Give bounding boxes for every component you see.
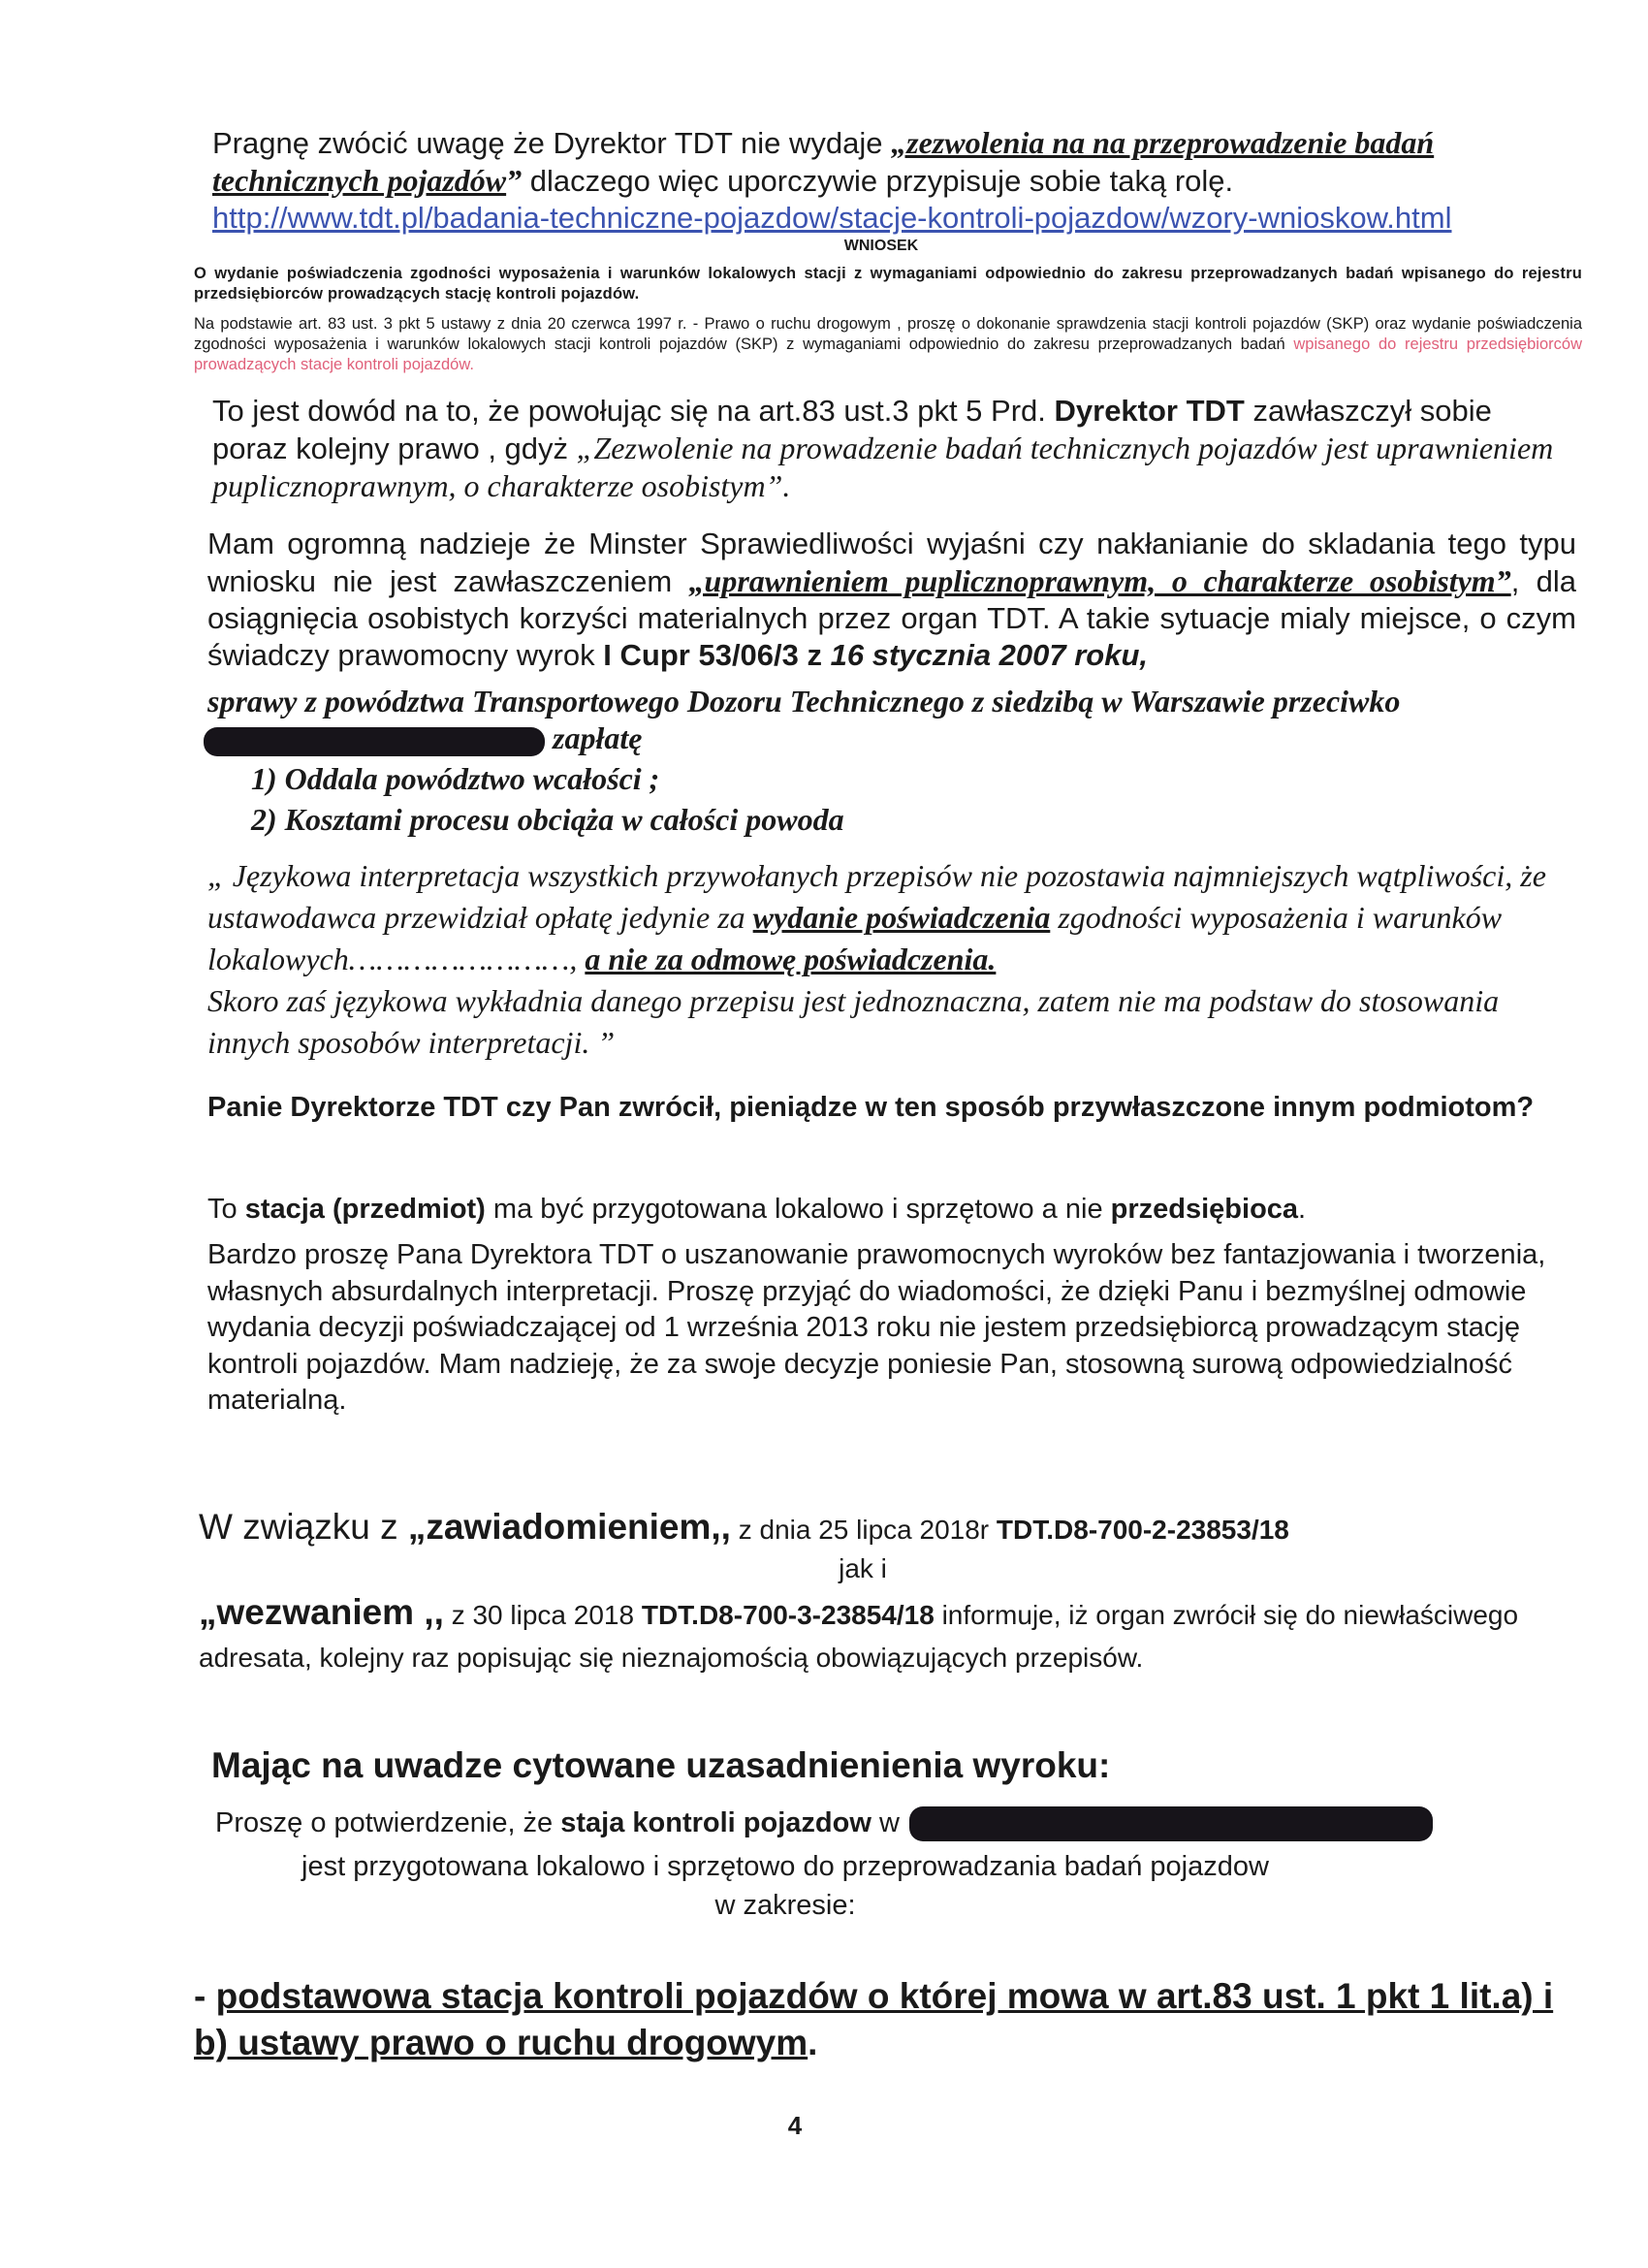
final-statement — [194, 1973, 1590, 2066]
wniosek-body-highlight: wpisanego do rejestru przedsiębiorców prowadzących stacje kontroli pojazdów. — [194, 335, 1582, 373]
p3-text-2: , dla osiągnięcia osobistych korzyści materialnych przez organ TDT. A takie sytuacje mialy miejsce, o czym świadczy prawomocny wyrok — [207, 564, 1576, 672]
p7-wezwanie: „wezwaniem ,, — [199, 1592, 444, 1632]
quote-text-2: zgodności wyposażenia i warunków lokalowych……………………, — [207, 900, 1503, 976]
p2-text-2: zawłaszczył sobie poraz kolejny prawo , gdyż — [212, 394, 1492, 465]
quoted-term: „zezwolenia na na przeprowadzenie badań — [891, 125, 1435, 160]
p5-przedsiebiorca: przedsiębioca — [1110, 1194, 1299, 1225]
final-period: . — [808, 2023, 818, 2062]
final-dash: - — [194, 1976, 216, 2016]
p7-text-end: informuje, iż organ zwrócił się do niewłaściwego adresata, kolejny raz popisując się nieznajomością obowiązujących przepisów. — [199, 1600, 1519, 1673]
final-text: podstawowa stacja kontroli pojazdów o której mowa w art.83 ust. 1 pkt 1 lit.a) i b) ustawy prawo o ruchu drogowym — [194, 1976, 1554, 2062]
p7-jak-i: jak i — [839, 1553, 887, 1583]
p3-case-date: 16 stycznia 2007 roku, — [830, 638, 1149, 672]
p7-zawiadomienie: „zawiadomieniem,, — [407, 1507, 731, 1547]
quote-conclusion: Skoro zaś językowa wykładnia danego przepisu jest jednoznaczna, zatem nie ma podstaw do stosowania innych sposobów interpretacji. ” — [207, 983, 1500, 1060]
paragraph-zawlaszczyl — [212, 392, 1569, 505]
p3-text: Mam ogromną nadzieje że Minster Sprawiedliwości wyjaśni czy nakłanianie do skladania tego typu wniosku nie jest zawłaszczeniem — [207, 527, 1576, 598]
p3-quoted-term: „uprawnieniem puplicznoprawnym, o charakterze osobistym” — [688, 563, 1511, 598]
p7-date: z dnia 25 lipca 2018r — [730, 1515, 997, 1545]
intro-paragraph — [212, 124, 1550, 237]
judgment-list — [251, 758, 1414, 840]
confirmation-line-3: w zakresie: — [714, 1890, 856, 1921]
wniosek-title: WNIOSEK — [843, 238, 919, 254]
p5-text-2: ma być przygotowana lokalowo i sprzętowo a nie — [485, 1194, 1111, 1225]
page-number: 4 — [787, 2111, 803, 2140]
confirmation-line — [215, 1804, 1592, 1842]
p2-text: To jest dowód na to, że powołując się na art.83 ust.3 pkt 5 Prd. — [212, 394, 1055, 428]
p7-date-2: z 30 lipca 2018 — [443, 1600, 642, 1630]
wniosek-subject: O wydanie poświadczenia zgodności wyposażenia i warunków lokalowych stacji z wymaganiami odpowiednio do zakresu przeprowadzanych badań wpisanego do rejestru przedsiębiorców prowadzących stację kontroli pojazdów. — [194, 265, 1582, 303]
p3-party-text: sprawy z powództwa Transportowego Dozoru Technicznego z siedzibą w Warszawie przeciwko — [207, 684, 1401, 719]
stacja-paragraph — [207, 1191, 1565, 1228]
section-heading: Mając na uwadze cytowane uzasadnienienia wyroku: — [211, 1745, 1111, 1785]
judgment-quote — [207, 855, 1584, 1064]
wniosek-body — [194, 314, 1582, 375]
p3-case-party — [207, 683, 1584, 756]
question-paragraph: Panie Dyrektorze TDT czy Pan zwrócił, pieniądze w ten sposób przywłaszczone innym podmiotom? — [207, 1092, 1535, 1123]
confirmation-line-2: jest przygotowana lokalowo i sprzętowo do przeprowadzania badań pojazdow — [301, 1851, 1269, 1882]
p3-zaplate: zapłatę — [545, 720, 643, 755]
intro-text: Pragnę zwócić uwagę że Dyrektor TDT nie wydaje — [212, 126, 892, 160]
notice-paragraph — [199, 1506, 1575, 1551]
list-item: 2) Kosztami procesu obciąża w całości powoda — [251, 802, 844, 837]
request-paragraph: Bardzo proszę Pana Dyrektora TDT o uszanowanie prawomocnych wyroków bez fantazjowania i tworzenia, własnych absurdalnych interpretacji. Proszę przyjąć do wiadomości, że dzięki Panu i bezmyślnej odmowie wydania decyzji poświadczającej od 1 września 2013 roku nie jestem przedsiębiorcą prowadzącym stację kontroli pojazdów. Mam nadzieję, że za swoje decyzje poniesie Pan, stosowną surową odpowiedzialność materialną. — [207, 1239, 1546, 1416]
redacted-name — [204, 727, 545, 756]
p2-quote: „Zezwolenie na prowadzenie badań technicznych pojazdów jest uprawnieniem puplicznoprawnym, o charakterze osobistym”. — [212, 431, 1554, 503]
quote-emphasis: wydanie poświadczenia — [752, 900, 1051, 935]
p8-text: Proszę o potwierdzenie, że — [215, 1807, 561, 1838]
p5-period: . — [1298, 1194, 1307, 1225]
paragraph-minister — [207, 526, 1576, 674]
tdt-link[interactable]: http://www.tdt.pl/badania-techniczne-pojazdow/stacje-kontroli-pojazdow/wzory-wnioskow.html — [212, 201, 1452, 235]
notice-paragraph-2 — [199, 1591, 1575, 1679]
p7-ref-1: TDT.D8-700-2-23853/18 — [996, 1515, 1289, 1545]
p3-case-number: I Cupr 53/06/3 z — [603, 638, 831, 672]
intro-text-end: dlaczego więc uporczywie przypisuje sobie taką rolę. — [522, 164, 1234, 198]
p5-stacja: stacja (przedmiot) — [244, 1194, 486, 1225]
list-item: 1) Oddala powództwo wcałości ; — [251, 761, 660, 796]
quote-mark: ” — [506, 163, 523, 198]
p5-text: To — [207, 1194, 245, 1225]
p8-w: w — [871, 1807, 900, 1838]
quote-text: „ Językowa interpretacja wszystkich przywołanych przepisów nie pozostawia najmniejszych wątpliwości, że ustawodawca przewidział opłatę jedynie za — [207, 858, 1546, 935]
p2-dyrektor: Dyrektor TDT — [1054, 394, 1245, 428]
quoted-term-cont: technicznych pojazdów — [212, 163, 507, 198]
redacted-address — [909, 1806, 1433, 1841]
p8-stacja: staja kontroli pojazdow — [560, 1807, 872, 1838]
p7-text: W związku z — [199, 1507, 408, 1547]
p7-ref-2: TDT.D8-700-3-23854/18 — [641, 1600, 935, 1630]
wniosek-body-text: Na podstawie art. 83 ust. 3 pkt 5 ustawy z dnia 20 czerwca 1997 r. - Prawo o ruchu drogowym , proszę o dokonanie sprawdzenia stacji kontroli pojazdów (SKP) oraz wydanie poświadczenia zgodności wyposażenia i warunków lokalowych stacji kontroli pojazdów (SKP) z wymaganiami odpowiednio do zakresu przeprowadzanych badań — [194, 315, 1582, 353]
quote-emphasis-2: a nie za odmowę poświadczenia. — [585, 942, 997, 976]
